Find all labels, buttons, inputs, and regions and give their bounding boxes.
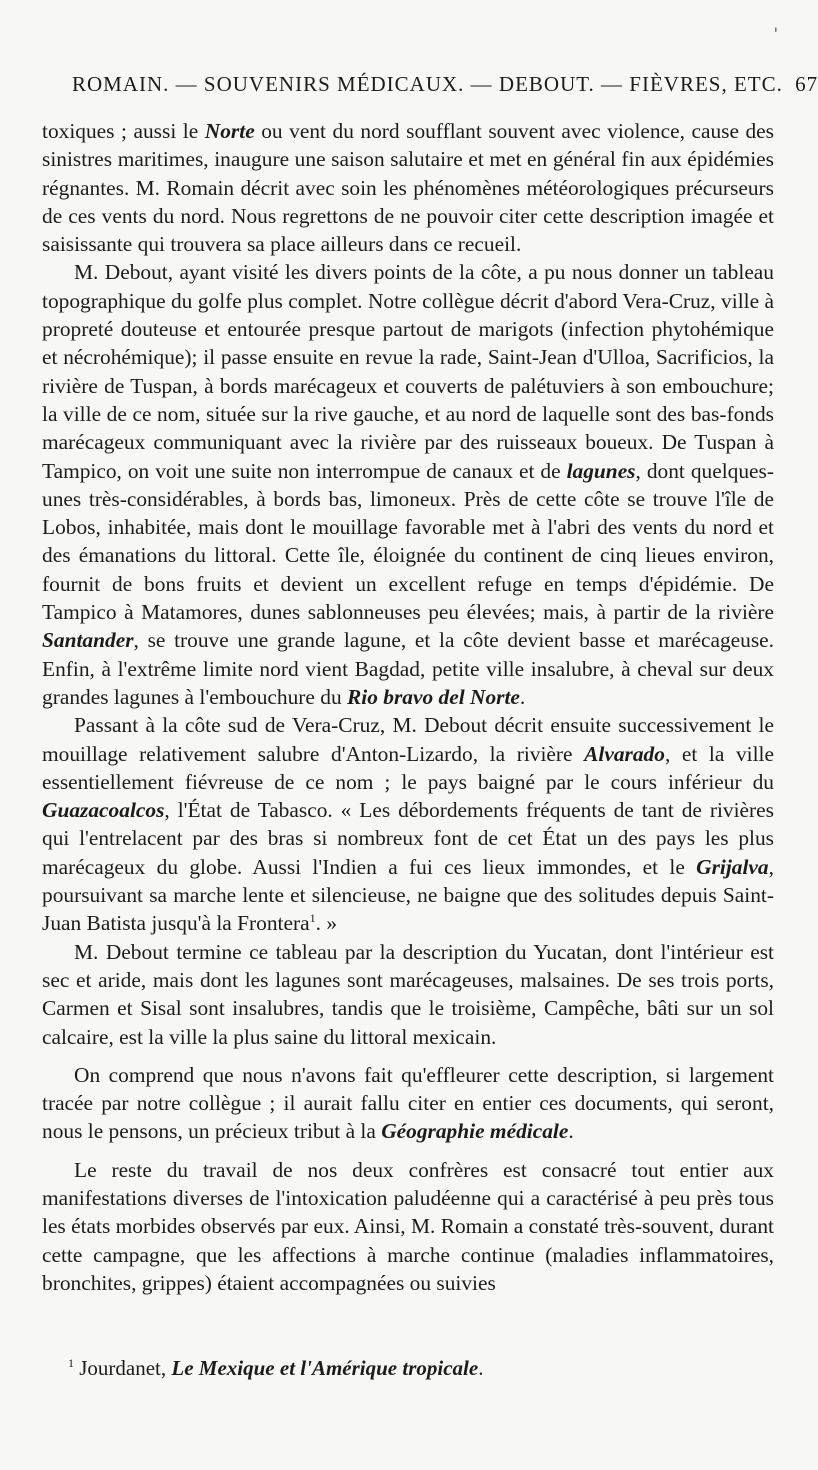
footnote-marker: 1 [68,1356,74,1370]
paragraph-5: On comprend que nous n'avons fait qu'effleurer cette description, si largement tracée par notre collègue ; il aurait fallu citer en entier ces documents, qui seront, nous le pensons, un précieux tribut à la Géographie médicale. [42,1062,774,1144]
paragraph-3: Passant à la côte sud de Vera-Cruz, M. Debout décrit ensuite successivement le mouillage relativement salubre d'Anton-Lizardo, la rivière Alvarado, et la ville essentiellement fiévreuse de ce nom ; le pays baigné par le cours inférieur du Guazacoalcos, l'État de Tabasco. « Les débordements fréquents de tant de rivières qui l'entrelacent par des bras si nombreux font de cet État un des pays les plus marécageux du globe. Aussi l'Indien a fui ces lieux immondes, et le Grijalva, poursuivant sa marche lente et silencieuse, ne baigne que des solitudes depuis Saint-Juan Batista jusqu'à la Frontera$^1$. » [42,713,774,936]
italic-term-guazacoalcos: Guazacoalcos [42,798,165,823]
running-title: ROMAIN. — SOUVENIRS MÉDICAUX. — DEBOUT. — FIÈVRES, ETC. [72,72,783,96]
page-number: 67 [795,72,818,96]
italic-term-lagunes: lagunes [566,458,636,483]
paragraph-1: toxiques ; aussi le Norte ou vent du nord soufflant souvent avec violence, cause des sinistres maritimes, inaugure une saison salutaire et met en général fin aux épidémies régnantes. M. Romain décrit avec soin les phénomènes météorologiques précurseurs de ces vents du nord. Nous regrettons de ne pouvoir citer cette description imagée et saisissante qui trouvera sa place ailleurs dans ce recueil. [42,119,775,257]
footnote-title: Le Mexique et l'Amérique tropicale [171,1356,479,1380]
italic-term-santander: Santander [42,628,134,653]
paragraph-2: M. Debout, ayant visité les divers points de la côte, a pu nous donner un tableau topographique du golfe plus complet. Notre collègue décrit d'abord Vera-Cruz, ville à propreté douteuse et entourée presque partout de marigots (infection phytohémique et nécrohémique); il passe ensuite en revue la rade, Saint-Jean d'Ulloa, Sacrificios, la rivière de Tuspan, à bords marécageux et couverts de palétuviers à son embouchure; la ville de ce nom, située sur la rive gauche, et au nord de laquelle sont des bas-fonds marécageux communiquant avec la rivière par des ruisseaux boueux. De Tuspan à Tampico, on voit une suite non interrompue de canaux et de lagunes, dont quelques-unes très-considérables, à bords bas, limoneux. Près de cette côte se trouve l'île de Lobos, inhabitée, mais dont le mouillage favorable met à l'abri des vents du nord et des émanations du littoral. Cette île, éloignée du continent de cinq lieues environ, fournit de bons fruits et devient un excellent refuge en temps d'épidémie. De Tampico à Matamores, dunes sablonneuses peu élevées; mais, à partir de la rivière Santander, se trouve une grande lagune, et la côte devient basse et marécageuse. Enfin, à l'extrême limite nord vient Bagdad, petite ville insalubre, à cheval sur deux grandes lagunes à l'embouchure du Rio bravo del Norte. [42,260,775,709]
italic-term-rio-bravo: Rio bravo del Norte [347,684,520,709]
body-text [42,117,774,1297]
italic-term-alvarado: Alvarado [584,741,665,766]
running-head [72,72,818,97]
italic-term-geographie: Géographie médicale [381,1119,569,1144]
footnote-ref: 1 [309,911,316,926]
italic-term-grijalva: Grijalva [696,854,769,879]
paragraph-4: M. Debout termine ce tableau par la description du Yucatan, dont l'intérieur est sec et aride, mais dont les lagunes sont marécageuses, malsaines. De ses trois ports, Carmen et Sisal sont insalubres, tandis que le troisième, Campêche, bâti sur un sol calcaire, est la ville la plus saine du littoral mexicain. [42,939,774,1049]
paragraph-6: Le reste du travail de nos deux confrères est consacré tout entier aux manifestations diverses de l'intoxication paludéenne qui a caractérisé à peu près tous les états morbides observés par eux. Ainsi, M. Romain a constaté très-souvent, durant cette campagne, que les affections à marche continue (maladies inflammatoires, bronchites, grippes) étaient accompagnées ou suivies [42,1157,774,1295]
footnote: $^1$ Jourdanet, Le Mexique et l'Amérique tropicale. [68,1356,484,1380]
corner-mark: ' [773,24,778,43]
footnote-author: Jourdanet, [79,1356,172,1380]
italic-term-norte: Norte [204,119,255,143]
